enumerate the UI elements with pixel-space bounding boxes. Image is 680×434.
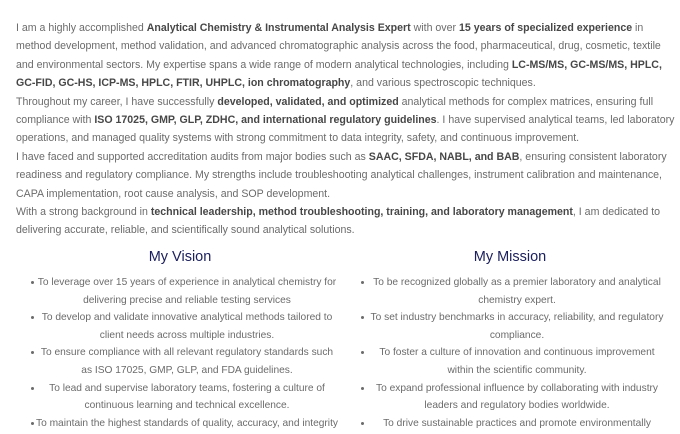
bold-text: developed, validated, and optimized <box>217 95 399 108</box>
list-item <box>15 309 345 344</box>
vision-heading: My Vision <box>148 249 212 265</box>
about-paragraph-3 <box>16 148 676 203</box>
list-item <box>345 415 675 433</box>
text-run: with over <box>410 22 459 34</box>
list-item-text: To foster a culture of innovation and continuous improvement within the scientific community. <box>379 347 655 376</box>
list-item-text: To maintain the highest standards of quality, accuracy, and integrity <box>35 417 338 429</box>
list-item <box>15 415 345 433</box>
vision-column <box>15 248 345 432</box>
mission-list <box>345 274 675 432</box>
mission-column <box>345 248 675 432</box>
text-run: , ensuring consistent laboratory readiness and regulatory compliance. My strengths include troubleshooting analytical challenges, instrument calibration and maintenance, CAPA implementation, root cause analysis, and SOP development. <box>16 150 667 200</box>
list-item-text: To ensure compliance with all relevant regulatory standards such as ISO 17025, GMP, GLP, and FDA guidelines. <box>40 347 334 376</box>
text-run: With a strong background in <box>16 206 151 219</box>
bullet-icon <box>31 316 34 319</box>
vision-list <box>15 274 345 432</box>
about-paragraph-4 <box>16 203 676 240</box>
text-run: , I am dedicated to delivering accurate, reliable, and scientifically sound analytical solutions. <box>16 206 661 237</box>
bullet-icon <box>361 422 364 425</box>
bullet-icon <box>361 351 364 354</box>
bullet-icon <box>31 281 34 284</box>
about-paragraph-1 <box>16 19 676 93</box>
list-item-text: To be recognized globally as a premier laboratory and analytical chemistry expert. <box>373 277 661 306</box>
list-item-text: To develop and validate innovative analytical methods tailored to client needs across multiple industries. <box>41 312 333 341</box>
bold-text: ISO 17025, GMP, GLP, ZDHC, and international regulatory guidelines <box>94 114 437 127</box>
list-item <box>345 274 675 309</box>
list-item <box>345 309 675 344</box>
bullet-icon <box>361 316 364 319</box>
list-item <box>15 380 345 415</box>
list-item-text: To leverage over 15 years of experience in analytical chemistry for delivering precise and reliable testing services <box>37 277 337 306</box>
list-item <box>345 344 675 379</box>
bold-text: SAAC, SFDA, NABL, and BAB <box>368 150 520 163</box>
bullet-icon <box>31 387 34 390</box>
text-run: . I have supervised analytical teams, led laboratory operations, and managed quality systems with strong commitment to data integrity, safety, and continuous improvement. <box>16 114 675 145</box>
bullet-icon <box>361 281 364 284</box>
bold-text: technical leadership, method troubleshooting, training, and laboratory management <box>150 206 573 219</box>
bullet-icon <box>31 422 34 425</box>
list-item <box>15 344 345 379</box>
text-run: I have faced and supported accreditation audits from major bodies such as <box>16 150 369 163</box>
about-paragraph-2 <box>16 93 676 148</box>
text-run: Throughout my career, I have successfully <box>16 95 218 108</box>
bullet-icon <box>361 387 364 390</box>
list-item-text: To expand professional influence by collaborating with industry leaders and regulatory bodies worldwide. <box>375 382 659 412</box>
text-run: analytical methods for complex matrices, ensuring full compliance with <box>16 95 654 127</box>
bold-text: LC-MS/MS, GC-MS/MS, HPLC, GC-FID, GC-HS, ICP-MS, HPLC, FTIR, UHPLC, ion chromatography <box>16 58 662 90</box>
bold-text: Analytical Chemistry & Instrumental Analysis Expert <box>146 22 411 34</box>
list-item <box>15 274 345 309</box>
list-item-text: To set industry benchmarks in accuracy, reliability, and regulatory compliance. <box>370 312 664 341</box>
text-run: in method development, method validation, and advanced chromatographic analysis across the food, pharmaceutical, drug, cosmetic, textile and environmental sectors. My expertise spans a wide range of modern analytical technologies, including <box>16 22 661 71</box>
about-section <box>16 19 676 240</box>
bullet-icon <box>31 351 34 354</box>
list-item-text: To drive sustainable practices and promote environmentally <box>383 417 651 429</box>
bold-text: 15 years of specialized experience <box>458 22 633 34</box>
text-run: I am a highly accomplished <box>16 22 147 34</box>
list-item-text: To lead and supervise laboratory teams, fostering a culture of continuous learning and technical excellence. <box>49 382 325 412</box>
list-item <box>345 380 675 415</box>
mission-heading: My Mission <box>473 249 547 265</box>
text-run: , and various spectroscopic techniques. <box>350 77 536 90</box>
